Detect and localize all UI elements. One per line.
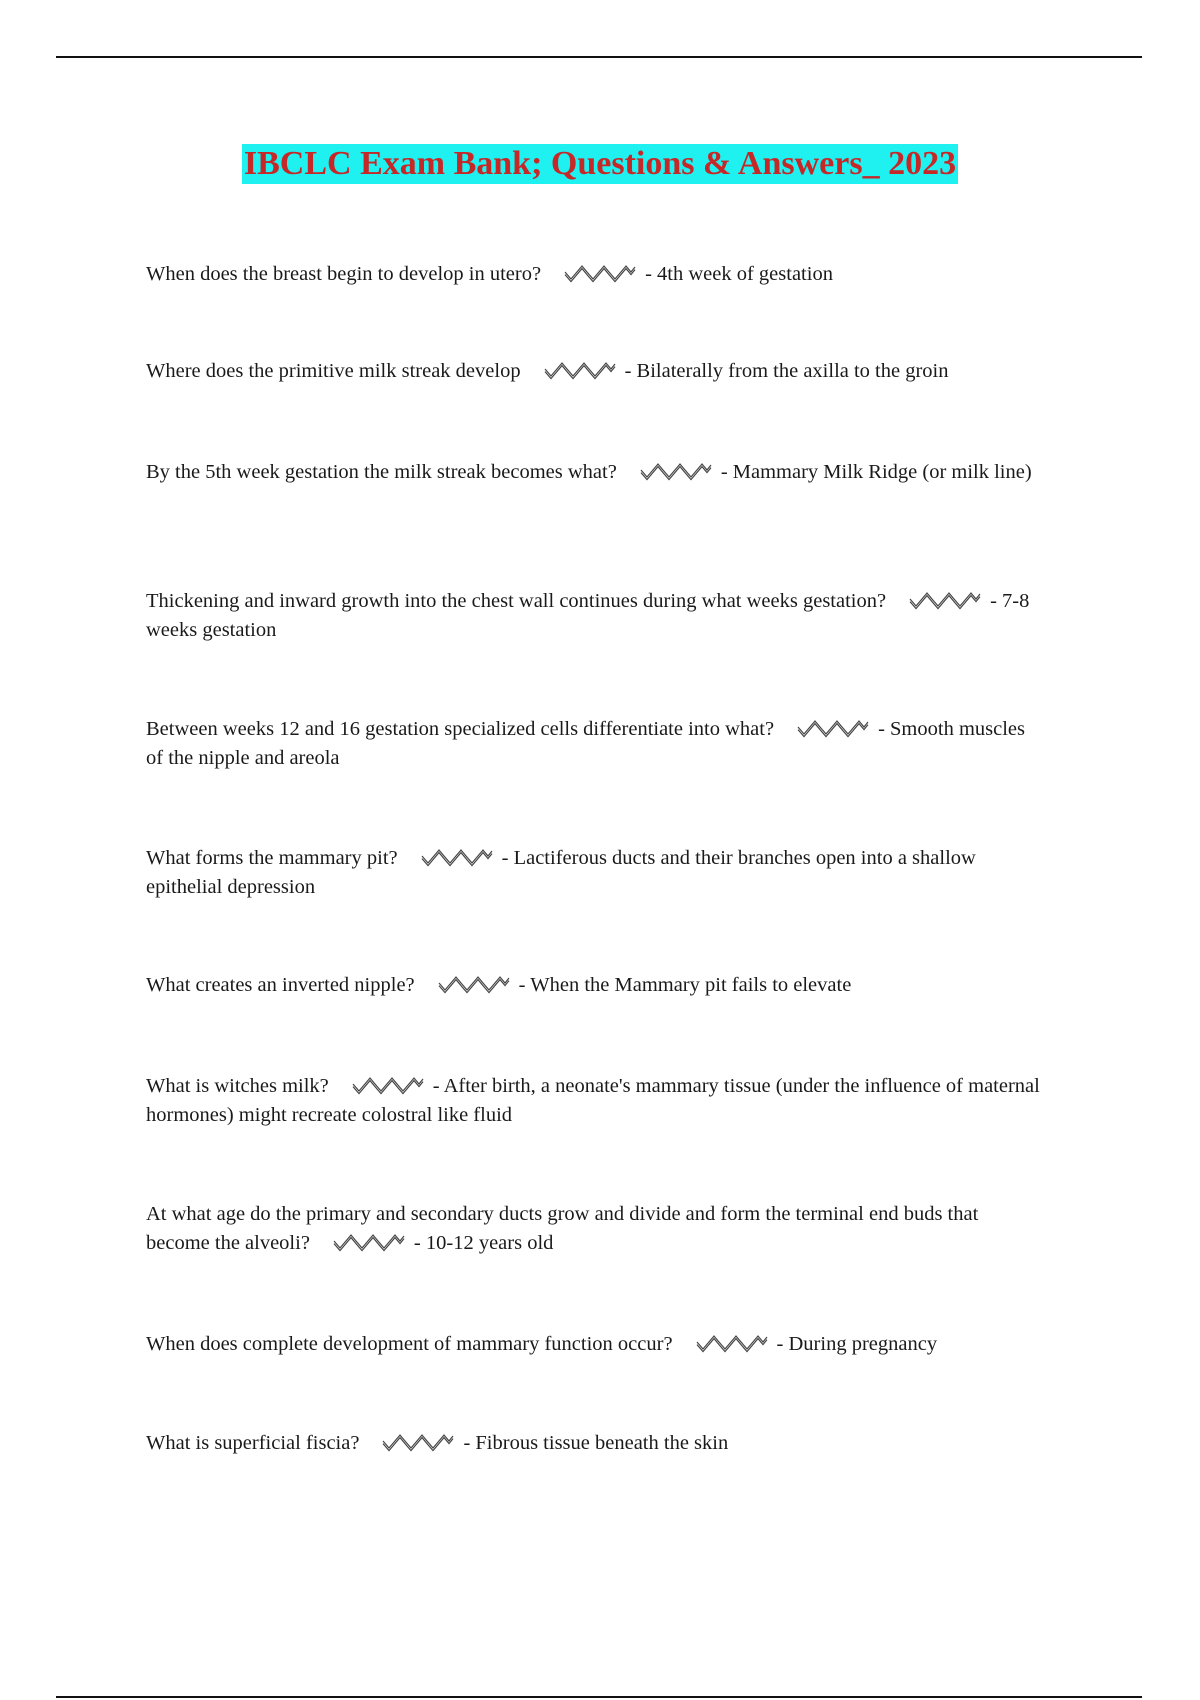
question-text: Between weeks 12 and 16 gestation specialized cells differentiate into what?	[146, 718, 775, 740]
top-rule	[56, 56, 1142, 58]
qa-item	[146, 458, 1046, 487]
title-container	[0, 144, 1200, 184]
checkmark-chain-icon	[351, 1075, 425, 1095]
document-title: IBCLC Exam Bank; Questions & Answers_ 2023	[243, 145, 957, 182]
checkmark-chain-icon	[543, 360, 617, 380]
answer-text: After birth, a neonate's mammary tissue (under the influence of maternal hormones) might recreate colostral like fluid	[146, 1075, 1040, 1126]
qa-item	[146, 844, 1046, 902]
question-text: What is superficial fiscia?	[146, 1432, 360, 1454]
qa-item	[146, 715, 1046, 773]
bottom-rule	[56, 1696, 1142, 1698]
answer-dash: -	[645, 263, 658, 285]
qa-item	[146, 971, 1046, 1000]
question-text: What is witches milk?	[146, 1075, 329, 1097]
answer-dash: -	[720, 461, 733, 483]
answer-dash: -	[878, 718, 891, 740]
checkmark-chain-icon	[381, 1432, 455, 1452]
checkmark-chain-icon	[332, 1232, 406, 1252]
answer-text: Lactiferous ducts and their branches open into a shallow epithelial depression	[146, 847, 976, 898]
question-text: At what age do the primary and secondary ducts grow and divide and form the terminal end buds that become the alveoli?	[146, 1203, 979, 1254]
answer-dash: -	[501, 847, 514, 869]
qa-item	[146, 1330, 1046, 1359]
qa-item	[146, 587, 1046, 645]
checkmark-chain-icon	[796, 718, 870, 738]
answer-text: During pregnancy	[788, 1333, 938, 1355]
question-text: What forms the mammary pit?	[146, 847, 398, 869]
answer-text: Bilaterally from the axilla to the groin	[636, 360, 949, 382]
qa-item	[146, 1429, 1046, 1458]
answer-text: When the Mammary pit fails to elevate	[530, 974, 852, 996]
checkmark-chain-icon	[420, 847, 494, 867]
question-text: Where does the primitive milk streak develop	[146, 360, 521, 382]
answer-text: Mammary Milk Ridge (or milk line)	[732, 461, 1032, 483]
qa-item	[146, 1072, 1046, 1130]
answer-text: 4th week of gestation	[657, 263, 833, 285]
question-text: When does complete development of mammary function occur?	[146, 1333, 673, 1355]
question-text: Thickening and inward growth into the chest wall continues during what weeks gestation?	[146, 590, 887, 612]
checkmark-chain-icon	[563, 263, 637, 283]
answer-dash: -	[413, 1232, 426, 1254]
question-text: By the 5th week gestation the milk streak becomes what?	[146, 461, 617, 483]
answer-text: Smooth muscles of the nipple and areola	[146, 718, 1025, 769]
qa-item	[146, 260, 1046, 289]
checkmark-chain-icon	[908, 590, 982, 610]
answer-text: Fibrous tissue beneath the skin	[475, 1432, 729, 1454]
question-text: What creates an inverted nipple?	[146, 974, 415, 996]
answer-text: 7-8 weeks gestation	[146, 590, 1030, 641]
answer-dash: -	[518, 974, 531, 996]
answer-dash: -	[432, 1075, 444, 1097]
qa-item	[146, 1200, 1046, 1258]
question-text: When does the breast begin to develop in utero?	[146, 263, 542, 285]
qa-item	[146, 357, 1046, 386]
answer-dash: -	[463, 1432, 476, 1454]
checkmark-chain-icon	[695, 1333, 769, 1353]
answer-text: 10-12 years old	[425, 1232, 554, 1254]
answer-dash: -	[990, 590, 1003, 612]
checkmark-chain-icon	[639, 461, 713, 481]
answer-dash: -	[624, 360, 637, 382]
checkmark-chain-icon	[437, 974, 511, 994]
answer-dash: -	[776, 1333, 789, 1355]
